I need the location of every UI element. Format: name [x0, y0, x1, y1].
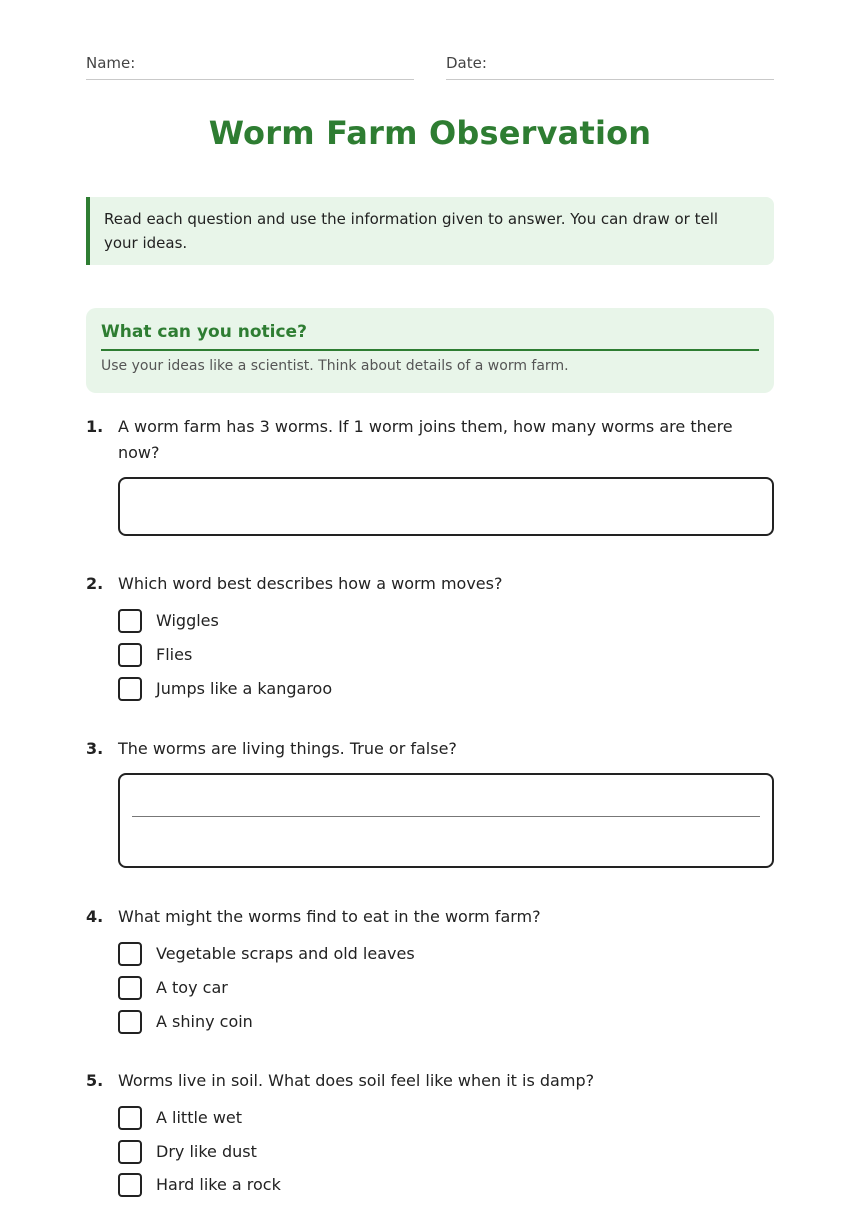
- section-subtitle: Use your ideas like a scientist. Think about details of a worm farm.: [101, 358, 569, 374]
- option-label: Hard like a rock: [156, 1175, 281, 1194]
- option-label: Dry like dust: [156, 1142, 257, 1161]
- question-text: The worms are living things. True or false?: [118, 739, 457, 758]
- option-label: A toy car: [156, 978, 228, 997]
- name-label: Name:: [86, 54, 136, 72]
- instructions-box: Read each question and use the information given to answer. You can draw or tell your ideas.: [86, 197, 774, 265]
- option-label: A little wet: [156, 1108, 243, 1127]
- answer-box[interactable]: [118, 773, 774, 868]
- date-label: Date:: [446, 54, 487, 72]
- option-label: A shiny coin: [156, 1012, 253, 1031]
- question-text: What might the worms find to eat in the worm farm?: [118, 907, 541, 926]
- option-label: Jumps like a kangaroo: [156, 679, 333, 698]
- question-text: Worms live in soil. What does soil feel like when it is damp?: [118, 1071, 595, 1090]
- writing-line: [132, 816, 760, 817]
- option-label: Wiggles: [156, 611, 219, 630]
- date-field[interactable]: [446, 52, 774, 80]
- checkbox[interactable]: [118, 976, 142, 1000]
- checkbox[interactable]: [118, 1140, 142, 1164]
- question-number: 4.: [86, 907, 104, 926]
- page-title: Worm Farm Observation: [208, 114, 652, 152]
- question-number: 3.: [86, 739, 104, 758]
- section-header: [86, 308, 774, 393]
- answer-box[interactable]: [118, 477, 774, 536]
- option-label: Vegetable scraps and old leaves: [156, 944, 415, 963]
- checkbox[interactable]: [118, 1106, 142, 1130]
- student-info-row: [86, 52, 774, 80]
- question-text: Which word best describes how a worm moves?: [118, 574, 503, 593]
- checkbox[interactable]: [118, 677, 142, 701]
- checkbox[interactable]: [118, 942, 142, 966]
- question-number: 2.: [86, 574, 104, 593]
- question-text: A worm farm has 3 worms. If 1 worm joins them, how many worms are there now?: [118, 417, 733, 462]
- name-field[interactable]: [86, 52, 414, 80]
- checkbox[interactable]: [118, 1173, 142, 1197]
- checkbox[interactable]: [118, 643, 142, 667]
- question-number: 5.: [86, 1071, 104, 1090]
- checkbox[interactable]: [118, 609, 142, 633]
- option-label: Flies: [156, 645, 193, 664]
- section-title: What can you notice?: [101, 322, 759, 351]
- question-number: 1.: [86, 417, 104, 436]
- checkbox[interactable]: [118, 1010, 142, 1034]
